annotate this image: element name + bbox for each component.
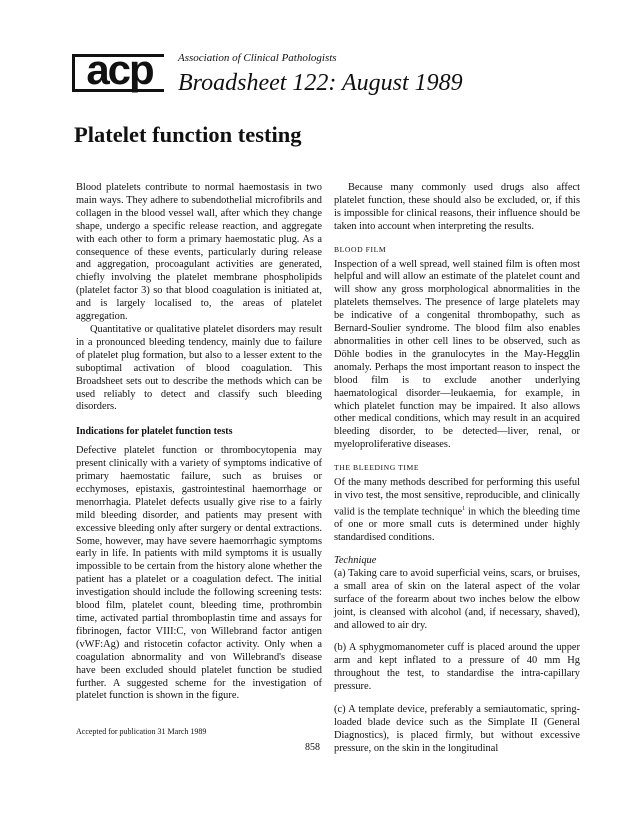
technique-step-c: (c) A template device, preferably a semiautomatic, spring-loaded blade device such as the Simplate II (General Diagnostics), is placed firmly, but without excessive pressure, on the skin in the longitudinal [334, 704, 580, 754]
blood-film-heading: BLOOD FILM [334, 244, 387, 254]
bleeding-time-text-b: in which the bleeding time of one or more small cuts is determined under highly standardised conditions. [334, 506, 580, 544]
association-name: Association of Clinical Pathologists [178, 52, 337, 64]
article-title: Platelet function testing [74, 122, 302, 147]
technique-step-b: (b) A sphygmomanometer cuff is placed around the upper arm and kept inflated to a pressure of 40 mm Hg throughout the test, to standardise the intra-capillary pressure. [334, 642, 580, 693]
acp-logo-text: acp [86, 46, 153, 93]
technique-step-a: (a) Taking care to avoid superficial veins, scars, or bruises, a small area of skin on the lateral aspect of the volar surface of the forearm about two inches below the elbow joint, is cleansed with alcohol (and, if necessary, shaved), and allowed to air dry. [334, 567, 580, 631]
accepted-date: Accepted for publication 31 March 1989 [76, 727, 207, 736]
page-number: 858 [305, 742, 320, 753]
bleeding-time-heading: THE BLEEDING TIME [334, 463, 420, 473]
blood-film-paragraph: Inspection of a well spread, well stained film is often most helpful and will allow an estimate of the platelet count and will show any gross morphological abnormalities in the platelets themselves. The presence of large platelets may be indicative of a congenital thrombopathy, such as Bernard-Soulier syndrome. The blood film also enables abnormalities in other cell lines to be observed, such as Döhle bodies in the granulocytes in the May-Hegglin anomaly. Perhaps the most important reason to inspect the blood film is to exclude another underlying haematological disorder—leukaemia, for example, in which platelet function may be impaired. It also allows other medical conditions, which may result in an acquired bleeding disorder, to be detected—liver, renal, or myeloproliferative diseases. [334, 258, 580, 451]
bleeding-time-text-a: Of the many methods described for performing this useful in vivo test, the most sensitive, reproducible, and clinically valid is the template technique [334, 477, 580, 518]
indications-paragraph: Defective platelet function or thrombocytopenia may present clinically with a variety of symptoms indicative of primary haemostatic failure, such as bruises or ecchymoses, epistaxis, gastrointestinal haemorrhage or menorrhagia. Platelet defects usually give rise to a fairly mild bleeding disorder, and patients may present with excessive bleeding only after surgery or dental extractions. Some, however, may have severe haemorrhagic symptoms early in life. In patients with mild symptoms it is usually impossible to be certain from the history alone whether the patient has a platelet or a coagulation defect. The initial investigation should include the following screening tests: blood film, platelet count, bleeding time, prothrombin time, activated partial thromboplastin time and assays for fibrinogen, factor VIII:C, von Willebrand factor antigen (vWF:Ag) and ristocetin cofactor activity. Only when a coagulation abnormality and von Willebrand's disease have been excluded should platelet function be studied further. A suggested scheme for the investigation of platelet function is shown in the figure. [76, 445, 322, 702]
bleeding-time-paragraph [334, 477, 580, 545]
reference-marker: 1 [462, 505, 466, 512]
technique-heading: Technique [334, 555, 377, 567]
intro-paragraph-1: Blood platelets contribute to normal haemostasis in two main ways. They adhere to subendothelial microfibrils and collagen in the blood vessel wall, after which they change shape, undergo a specific release reaction, and aggregate with each other to form a primary haemostatic plug. As a consequence of these events, particularly during release and aggregation, procoagulant activities are generated, chiefly involving the platelet membrane phospholipids (platelet factor 3) so that blood coagulation is initiated at, and is largely localised to, the areas of platelet aggregation. [76, 182, 322, 323]
indications-heading: Indications for platelet function tests [76, 426, 233, 438]
right-column [334, 182, 580, 756]
acp-logo [72, 46, 164, 93]
drugs-paragraph: Because many commonly used drugs also affect platelet function, these should also be excluded, or, if this is impossible for clinical reasons, their influence should be taken into account when interpreting the results. [334, 182, 580, 232]
intro-paragraph-2: Quantitative or qualitative platelet disorders may result in a pronounced bleeding tendency, mainly due to failure of platelet plug formation, but also to a lesser extent to the suboptimal activation of blood coagulation. This Broadsheet sets out to describe the methods which can be used reliably to detect and classify such bleeding disorders. [76, 323, 322, 413]
broadsheet-title: Broadsheet 122: August 1989 [178, 70, 463, 96]
left-column [76, 182, 322, 703]
